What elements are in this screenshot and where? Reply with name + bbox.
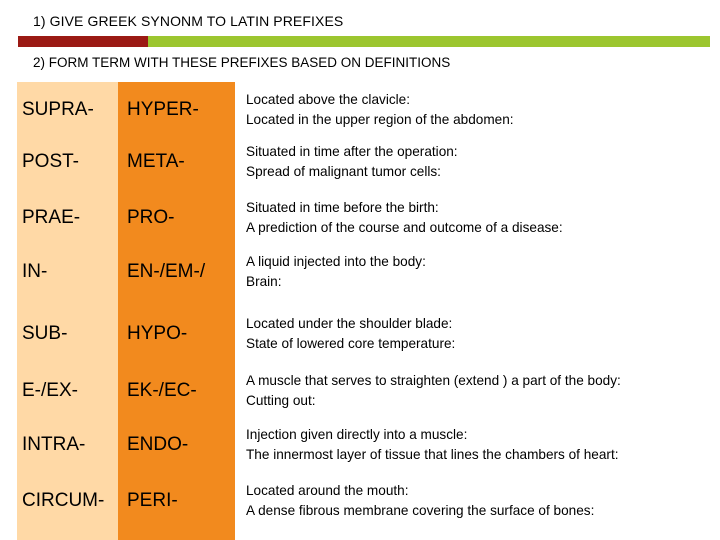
definition-2: State of lowered core temperature: — [246, 336, 456, 351]
definition-1: Located under the shoulder blade: — [246, 316, 453, 331]
latin-prefix: SUB- — [22, 323, 68, 344]
definition-1: Situated in time after the operation: — [246, 144, 458, 159]
latin-prefix: SUPRA- — [22, 99, 94, 120]
definition-2: Located in the upper region of the abdomen: — [246, 112, 514, 127]
greek-prefix: EK-/EC- — [127, 380, 197, 401]
definition-2: The innermost layer of tissue that lines the chambers of heart: — [246, 447, 619, 462]
definitions — [246, 90, 514, 130]
definition-2: Cutting out: — [246, 393, 316, 408]
definitions — [246, 425, 619, 465]
accent-bar-green-segment — [148, 36, 710, 47]
greek-prefix: EN-/EM-/ — [127, 261, 206, 282]
definition-2: A prediction of the course and outcome of a disease: — [246, 220, 563, 235]
latin-prefix: INTRA- — [22, 434, 86, 455]
definition-2: Brain: — [246, 274, 282, 289]
definitions — [246, 314, 455, 354]
latin-prefix: CIRCUM- — [22, 490, 105, 511]
accent-bar-red-segment — [18, 36, 148, 47]
prefix-row — [0, 133, 720, 191]
instruction-2: 2) FORM TERM WITH THESE PREFIXES BASED ON DEFINITIONS — [33, 55, 451, 70]
definition-1: A liquid injected into the body: — [246, 254, 426, 269]
prefix-row — [0, 362, 720, 420]
greek-prefix: HYPO- — [127, 323, 188, 344]
instruction-1: 1) GIVE GREEK SYNONM TO LATIN PREFIXES — [33, 13, 344, 29]
definition-1: Situated in time before the birth: — [246, 200, 439, 215]
greek-prefix: PRO- — [127, 207, 175, 228]
greek-prefix: ENDO- — [127, 434, 189, 455]
definitions — [246, 481, 594, 521]
latin-prefix: POST- — [22, 151, 80, 172]
greek-prefix: PERI- — [127, 490, 178, 511]
definitions — [246, 142, 458, 182]
greek-prefix: META- — [127, 151, 185, 172]
greek-prefix: HYPER- — [127, 99, 199, 120]
latin-prefix: IN- — [22, 261, 48, 282]
prefix-row — [0, 416, 720, 474]
definition-2: A dense fibrous membrane covering the surface of bones: — [246, 503, 595, 518]
prefix-row — [0, 189, 720, 247]
accent-bar — [18, 36, 710, 47]
prefix-row — [0, 305, 720, 363]
definition-1: Located around the mouth: — [246, 483, 409, 498]
definitions — [246, 198, 563, 238]
definitions — [246, 252, 426, 292]
prefix-row — [0, 243, 720, 301]
definition-1: A muscle that serves to straighten (extend ) a part of the body: — [246, 373, 621, 388]
prefix-row — [0, 81, 720, 139]
definition-1: Injection given directly into a muscle: — [246, 427, 468, 442]
definitions — [246, 371, 621, 411]
prefix-row — [0, 472, 720, 530]
definition-1: Located above the clavicle: — [246, 92, 410, 107]
latin-prefix: PRAE- — [22, 207, 81, 228]
latin-prefix: E-/EX- — [22, 380, 78, 401]
definition-2: Spread of malignant tumor cells: — [246, 164, 441, 179]
